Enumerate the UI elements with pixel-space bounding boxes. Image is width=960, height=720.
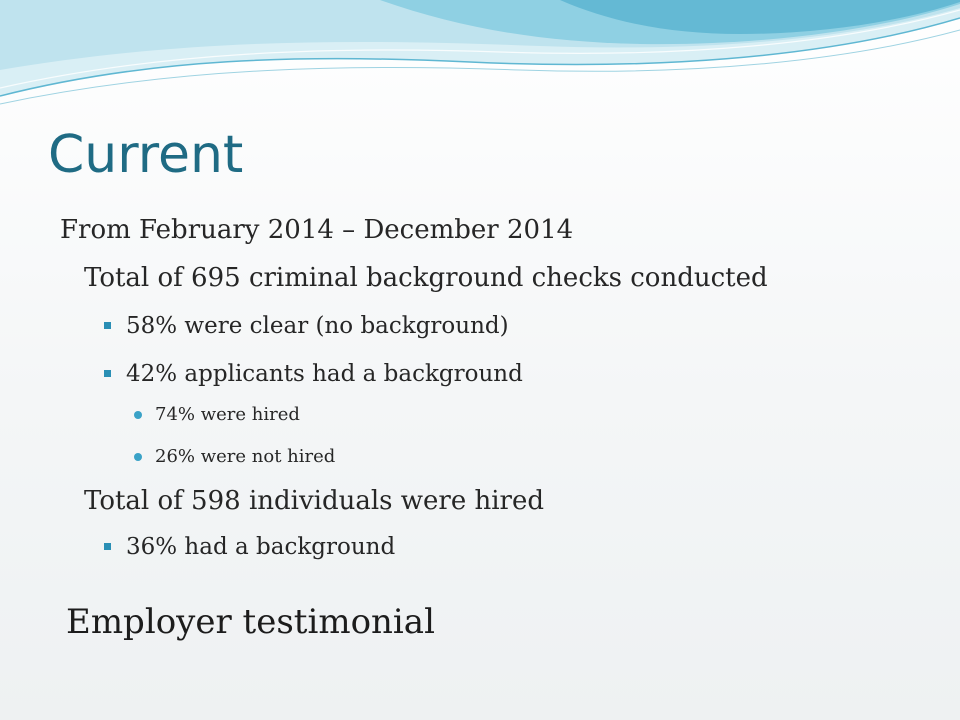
hired-background-text: 36% had a background — [126, 534, 396, 560]
checks-clear-text: 58% were clear (no background) — [126, 313, 509, 339]
not-hired-outcome-text: 26% were not hired — [155, 446, 336, 467]
hired-outcome-text: 74% were hired — [155, 404, 300, 425]
checks-total-text: Total of 695 criminal background checks conducted — [84, 263, 768, 293]
square-bullet-icon — [104, 322, 111, 329]
period-text: From February 2014 – December 2014 — [60, 215, 574, 245]
checks-background-text: 42% applicants had a background — [126, 361, 523, 387]
employer-testimonial-text: Employer testimonial — [66, 602, 435, 642]
hired-total-text: Total of 598 individuals were hired — [84, 486, 545, 516]
header-wave-decoration — [0, 0, 960, 120]
slide-title: Current — [48, 125, 244, 185]
square-bullet-icon — [104, 543, 111, 550]
round-bullet-icon — [134, 453, 142, 461]
square-bullet-icon — [104, 370, 111, 377]
round-bullet-icon — [134, 411, 142, 419]
